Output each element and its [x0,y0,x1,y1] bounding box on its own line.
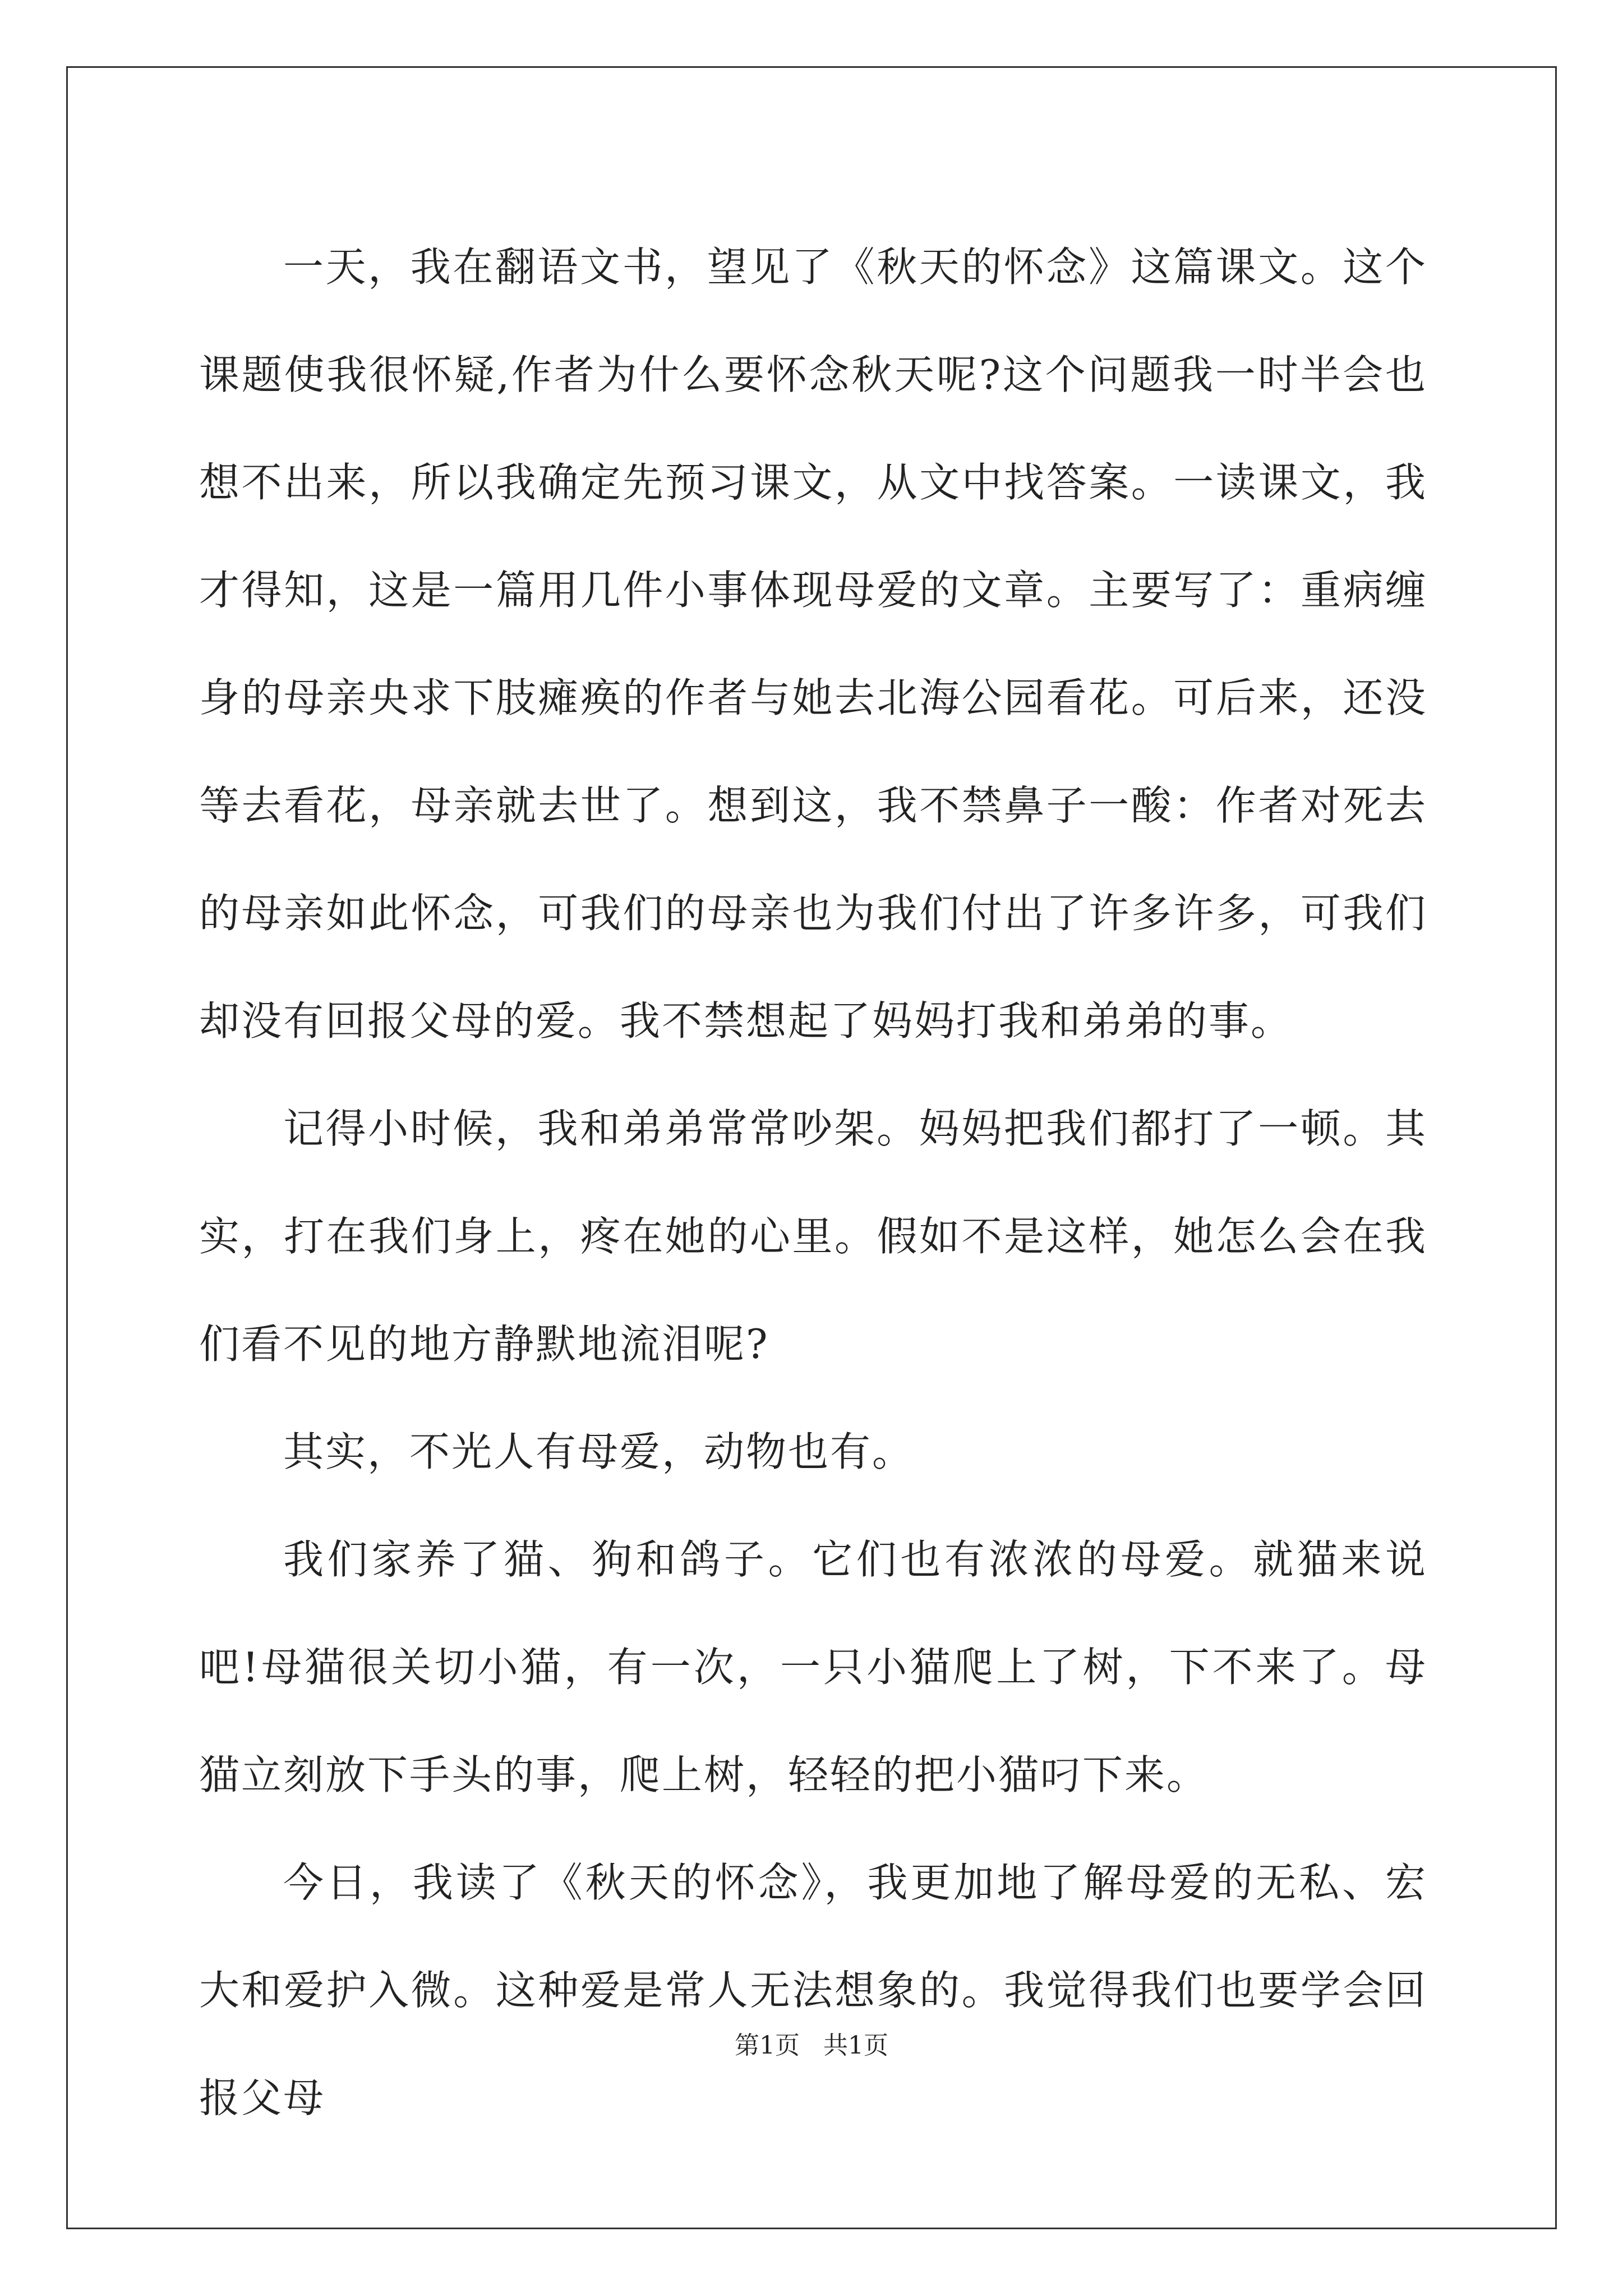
page-number: 第1页 [735,2031,800,2060]
paragraph-2: 记得小时候，我和弟弟常常吵架。妈妈把我们都打了一顿。其实，打在我们身上，疼在她的心里。假如不是这样，她怎么会在我们看不见的地方静默地流泪呢? [199,1105,1427,1368]
page-footer [0,2025,1623,2061]
page-total: 共1页 [823,2031,888,2060]
document-body [199,213,1427,2152]
paragraph-5: 今日，我读了《秋天的怀念》，我更加地了解母爱的无私、宏大和爱护入微。这种爱是常人无法想象的。我觉得我们也要学会回报父母 [199,1859,1427,2122]
paragraph-1: 一天，我在翻语文书，望见了《秋天的怀念》这篇课文。这个课题使我很怀疑,作者为什么要怀念秋天呢?这个问题我一时半会也想不出来，所以我确定先预习课文，从文中找答案。一读课文，我才得知，这是一篇用几件小事体现母爱的文章。主要写了：重病缠身的母亲央求下肢瘫痪的作者与她去北海公园看花。可后来，还没等去看花，母亲就去世了。想到这，我不禁鼻子一酸：作者对死去的母亲如此怀念，可我们的母亲也为我们付出了许多许多，可我们却没有回报父母的爱。我不禁想起了妈妈打我和弟弟的事。 [199,243,1427,1045]
paragraph-4: 我们家养了猫、狗和鸽子。它们也有浓浓的母爱。就猫来说吧!母猫很关切小猫，有一次，一只小猫爬上了树，下不来了。母猫立刻放下手头的事，爬上树，轻轻的把小猫叼下来。 [199,1536,1427,1798]
paragraph-3: 其实，不光人有母爱，动物也有。 [283,1428,915,1475]
